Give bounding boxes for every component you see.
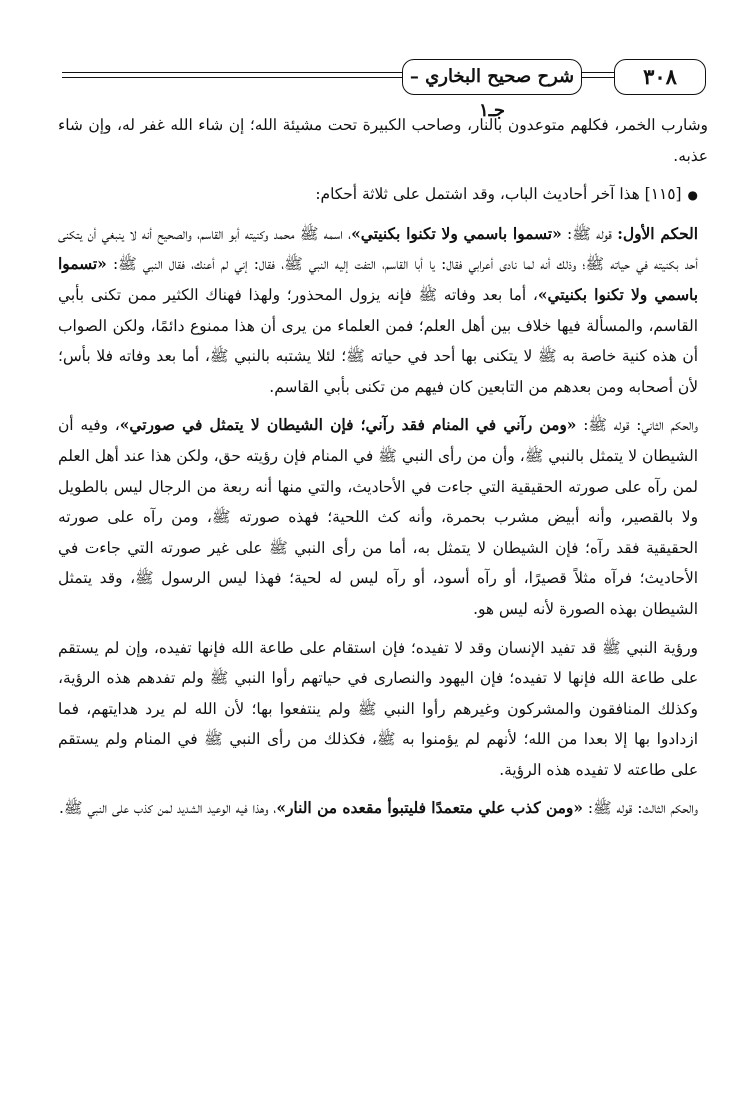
rule-1-quote-intro: قوله ﷺ:	[567, 224, 612, 243]
rule-2-label: والحكم الثاني:	[636, 416, 699, 435]
rule-3-label: والحكم الثالث:	[637, 799, 698, 818]
rule-1-quote-2: «تسموا باسمي ولا تكنوا بكنيتي»	[58, 255, 698, 304]
intro-paragraph	[58, 110, 708, 171]
rule-1-body-a: ، اسمه ﷺ محمد وكنيته أبو القاسم، والصحيح أنه لا ينبغي أن يتكنى أحد بكنيته في حياته ﷺ؛ وذلك أنه لما نادى أعرابي فقال: يا أبا القاسم، التفت إليه النبي ﷺ، فقال: إني لم أعنك، فقال النبي ﷺ:	[58, 224, 698, 274]
header-rule-bottom	[62, 77, 706, 78]
page-body	[58, 110, 708, 824]
rule-3-paragraph	[58, 793, 708, 824]
rule-1-paragraph	[58, 219, 708, 403]
rule-2-quote-intro: قوله ﷺ:	[583, 416, 630, 435]
rule-3-body: ، وهذا فيه الوعيد الشديد لمن كذب على النبي ﷺ.	[58, 799, 277, 818]
rule-3-quote: «ومن كذب علي متعمدًا فليتبوأ مقعده من النار»	[276, 799, 583, 818]
vision-paragraph: ورؤية النبي ﷺ قد تفيد الإنسان وقد لا تفيده؛ فإن استقام على طاعة الله فإنها تفيده، وإن لم يستقم على طاعة الله فإنها لا تفيده؛ فإن اليهود والنصارى في حياتهم رأوا النبي ﷺ ولم تفدهم هذه الرؤية، وكذلك المنافقون والمشركون وغيرهم رأوا النبي ﷺ ولم ينتفعوا بها؛ لأن الله لم يرد هدايتهم، فما ازدادوا بها إلا بعدا من الله؛ لأنهم لم يؤمنوا به ﷺ، فكذلك من رأى النبي ﷺ في المنام ولم يستقم على طاعته لا تفيده هذه الرؤية.	[58, 638, 698, 779]
rule-3-quote-intro: قوله ﷺ:	[587, 799, 633, 818]
bullet-icon: ●	[687, 188, 698, 203]
running-title: شرح صحيح البخاري – جـ١	[402, 59, 582, 95]
header-rule-top	[62, 72, 706, 73]
summary-paragraph	[58, 179, 708, 211]
rule-1-quote: «تسموا باسمي ولا تكنوا بكنيتي»	[351, 224, 562, 243]
rule-2-paragraph	[58, 410, 708, 624]
rule-1-label: الحكم الأول:	[617, 224, 698, 243]
rule-2-quote: «ومن رآني في المنام فقد رآني؛ فإن الشيطان لا يتمثل في صورتي»	[119, 416, 577, 435]
rule-1-body-b: ، أما بعد وفاته ﷺ فإنه يزول المحذور؛ ولهذا فهناك الكثير ممن تكنى بأبي القاسم، والمسألة فيها خلاف بين أهل العلم؛ فمن العلماء من يرى أن هذا ممنوع دائمًا، ولكن الصواب أن هذه كنية خاصة به ﷺ لا يتكنى بها أحد في حياته ﷺ؛ لئلا يشتبه بالنبي ﷺ، أما بعد وفاته فلا بأس؛ لأن أصحابه ومن بعدهم من التابعين كان فيهم من تكنى بأبي القاسم.	[58, 285, 698, 396]
page-header	[62, 58, 706, 121]
summary-text: [١١٥] هذا آخر أحاديث الباب، وقد اشتمل على ثلاثة أحكام:	[315, 185, 682, 204]
intro-line-2: له، وإن شاء عذبه.	[58, 116, 708, 165]
page-number: ٣٠٨	[614, 59, 706, 95]
rule-2-body: ، وفيه أن الشيطان لا يتمثل بالنبي ﷺ، وأن من رأى النبي ﷺ في المنام فإن رؤيته حق، ولكن هذا عند أهل العلم لمن رآه على صورته الحقيقية التي جاءت في الأحاديث، والتي منها أنه ربعة من الرجال ليس بالطويل ولا بالقصير، وأنه أبيض مشرب بحمرة، وأنه كث اللحية؛ فهذه صورته ﷺ، ومن رآه على صورته الحقيقية فقد رآه؛ فإن الشيطان لا يتمثل به، أما من رأى النبي ﷺ على غير صورته التي جاءت في الأحاديث؛ فرآه مثلاً قصيرًا، أو رآه أسود، أو رآه ليس له لحية؛ فهذا ليس الرسول ﷺ، وقد يتمثل الشيطان بهذه الصورة لأنه ليس هو.	[58, 416, 698, 618]
intro-line-1: وشارب الخمر، فكلهم متوعدون بالنار، وصاحب الكبيرة تحت مشيئة الله؛ إن شاء الله غفر	[140, 116, 708, 134]
